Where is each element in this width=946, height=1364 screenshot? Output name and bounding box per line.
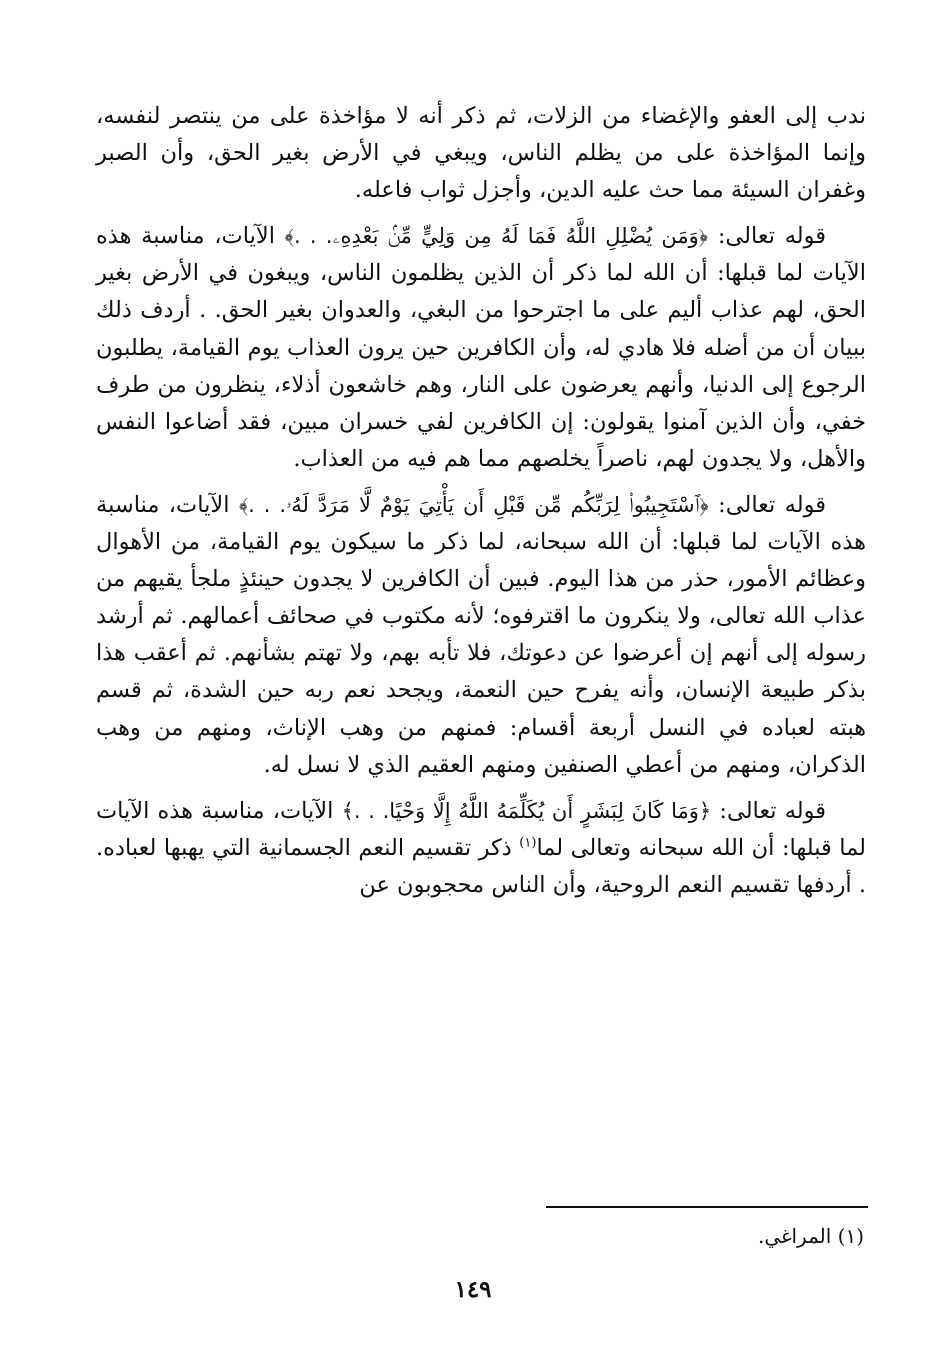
footnote: (١) المراغي. [757,1224,864,1248]
paragraph-1-text: ندب إلى العفو والإغضاء من الزلات، ثم ذكر أنه لا مؤاخذة على من ينتصر لنفسه، وإنما المؤاخذة على من يظلم الناس، ويبغي في الأرض بغير الحق، وأن الصبر وغفران السيئة مما حث عليه الدين، وأجزل ثواب فاعله. [96,103,866,204]
paragraph-4-body-b: ذكر تقسيم النعم الجسمانية التي يهبها لعباده. . أردفها تقسيم النعم الروحية، وأن الناس محجوبون عن [96,834,866,898]
paragraph-1 [96,98,866,209]
footnote-reference: (١) [519,835,537,851]
main-text [96,98,866,913]
paragraph-3-body: الآيات، مناسبة هذه الآيات لما قبلها: أن الله سبحانه، لما ذكر ما سيكون يوم القيامة، من الأهوال وعظائم الأمور، حذر من هذا اليوم. فبين أن الكافرين لا يجدون حينئذٍ ملجأ يقيهم من عذاب الله تعالى، ولا ينكرون ما اقترفوه؛ لأنه مكتوب في صحائف أعمالهم. ثم أرشد رسوله إلى أنهم إن أعرضوا عن دعوتك، فلا تأبه بهم، ولا تهتم بشأنهم. ثم أعقب هذا بذكر طبيعة الإنسان، وأنه يفرح حين النعمة، ويجحد نعم ربه حين الشدة، ثم قسم هبته لعباده في النسل أربعة أقسام: فمنهم من وهب الإناث، ومنهم من وهب الذكران، ومنهم من أعطي الصنفين ومنهم العقيم الذي لا نسل له. [96,491,866,778]
page-number: ١٤٩ [454,1276,492,1303]
paragraph-3 [96,487,866,784]
paragraph-4-lead: قوله تعالى: [711,797,826,824]
paragraph-2 [96,218,866,478]
quran-verse-4: ﴿وَمَا كَانَ لِبَشَرٍ أَن يُكَلِّمَهُ اللَّهُ إِلَّا وَحْيًا. . .﴾ [341,798,712,823]
footnote-divider [546,1206,868,1208]
paragraph-3-lead: قوله تعالى: [708,491,826,518]
paragraph-4 [96,793,866,904]
paragraph-2-body: الآيات، مناسبة هذه الآيات لما قبلها: أن الله لما ذكر أن الذين يظلمون الناس، ويبغون في الأرض بغير الحق، لهم عذاب أليم على ما اجترحوا من البغي، والعدوان بغير الحق. . أردف ذلك ببيان أن من أضله فلا هادي له، وأن الكافرين حين يرون العذاب يوم القيامة، يطلبون الرجوع إلى الدنيا، وأنهم يعرضون على النار، وهم خاشعون أذلاء، ينظرون من طرف خفي، وأن الذين آمنوا يقولون: إن الكافرين لفي خسران مبين، فقد أضاعوا النفس والأهل، ولا يجدون لهم، ناصراً يخلصهم مما هم فيه من العذاب. [96,223,866,472]
paragraph-4-body-a: الآيات، مناسبة هذه الآيات لما قبلها: أن الله سبحانه وتعالى لما [96,797,866,861]
quran-verse-3: ﴿ٱسْتَجِيبُوا۟ لِرَبِّكُم مِّن قَبْلِ أَن يَأْتِيَ يَوْمٌ لَّا مَرَدَّ لَهُۥ. . .﴾ [238,492,709,517]
paragraph-2-lead: قوله تعالى: [708,223,826,250]
quran-verse-2: ﴿وَمَن يُضْلِلِ اللَّهُ فَمَا لَهُ مِن وَلِيٍّ مِّنۢ بَعْدِهِۦ. . .﴾ [284,224,709,249]
